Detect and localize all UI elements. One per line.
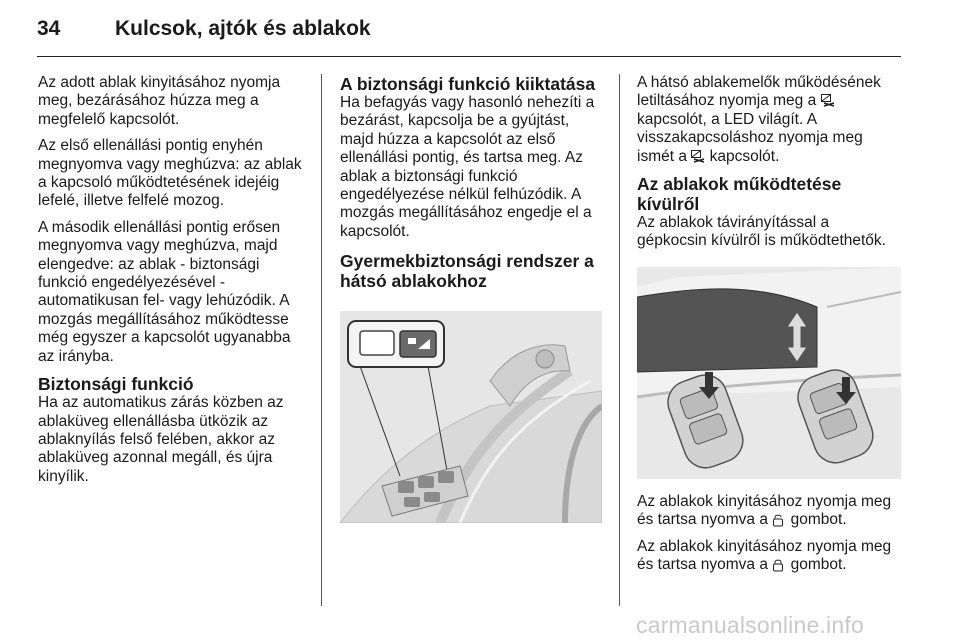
paragraph-open-unlock <box>637 493 902 530</box>
window-child-lock-icon <box>821 94 835 107</box>
rear-lockout-text-a: A hátsó ablakemelők működésének letiltásához nyomja meg a <box>637 74 881 110</box>
column-divider <box>619 74 620 606</box>
page-header <box>37 14 901 54</box>
remote-key-illustration <box>637 267 901 479</box>
header-rule <box>37 56 901 57</box>
door-switch-illustration <box>340 311 602 523</box>
column-right <box>637 74 902 582</box>
heading-child-safety: Gyermekbiztonsági rendszer a hátsó ablakokhoz <box>340 251 594 292</box>
paragraph-override-safety: Ha befagyás vagy hasonló nehezíti a bezárást, kapcsolja be a gyújtást, majd húzza a kapcsolót az első ellenállási pontig, és tartsa meg. Az ablak a biztonsági funkció engedélyezése nélkül felhúzódik. A mozgás megállításához engedje el a kapcsolót. <box>340 94 595 240</box>
open-text-a: Az ablakok kinyitásához nyomja meg és tartsa nyomva a <box>637 492 892 529</box>
page-number: 34 <box>37 17 61 40</box>
paragraph-safety-function: Ha az automatikus zárás közben az ablaküveg ellenállásba ütközik az ablaknyílás felső felében, akkor az ablaküveg azonnal megáll, és újra kinyílik. <box>38 394 284 485</box>
heading-safety-function: Biztonsági funkció <box>38 374 194 395</box>
padlock-closed-icon <box>772 558 786 571</box>
paragraph-rear-lockout <box>637 74 902 166</box>
window-child-lock-icon <box>691 150 705 163</box>
paragraph-outside-operation: Az ablakok távirányítással a gépkocsin kívülről is működtethetők. <box>637 214 886 250</box>
column-divider <box>321 74 322 606</box>
open-text-b: gombot. <box>790 511 847 529</box>
watermark: carmanualsonline.info <box>636 612 864 638</box>
close-text-b: gombot. <box>790 556 847 574</box>
paragraph-open-lock <box>637 538 902 575</box>
paragraph-first-stop: Az első ellenállási pontig enyhén megnyomva vagy meghúzva: az ablak a kapcsoló működtetésének idejéig lefelé, illetve felfelé mozog. <box>38 137 302 210</box>
padlock-open-icon <box>772 513 786 526</box>
rear-lockout-text-c: kapcsolót. <box>709 147 780 165</box>
close-text-a: Az ablakok kinyitásához nyomja meg és tartsa nyomva a <box>637 537 892 574</box>
column-middle <box>340 74 602 523</box>
paragraph-second-stop: A második ellenállási pontig erősen megnyomva vagy meghúzva, majd elengedve: az ablak - biztonsági funkció engedélyezésével - automatikusan fel- vagy lehúzódik. A mozgás megállításához működtesse még egyszer a kapcsolót ugyanabba az irányba. <box>38 218 291 365</box>
column-left <box>38 74 306 494</box>
rear-lockout-text-b: kapcsolót, a LED világít. A visszakapcsoláshoz nyomja meg ismét a <box>637 110 863 165</box>
chapter-title: Kulcsok, ajtók és ablakok <box>115 17 371 40</box>
heading-override-safety: A biztonsági funkció kiiktatása <box>340 74 596 94</box>
paragraph-open-close: Az adott ablak kinyitásához nyomja meg, bezárásához húzza meg a megfelelő kapcsolót. <box>38 74 281 128</box>
heading-outside-operation: Az ablakok működtetése kívülről <box>637 174 842 215</box>
